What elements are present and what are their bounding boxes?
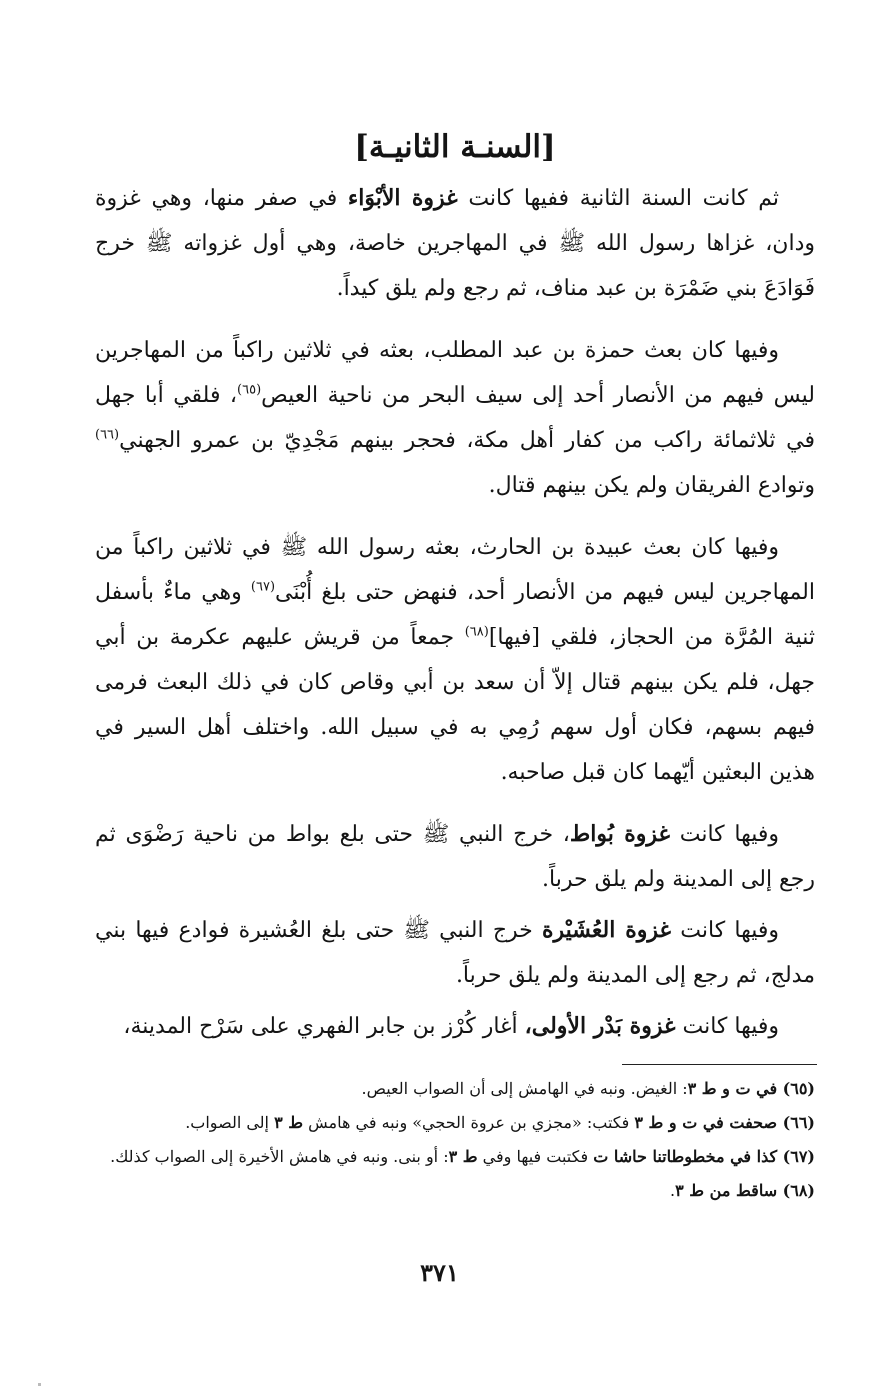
footnote-ref: (٦٨): [464, 624, 489, 640]
text-run: خرج النبي ﷺ حتى بلغ العُشيرة فوادع فيها بني مدلج، ثم رجع إلى المدينة ولم يلق حرباً.: [95, 918, 815, 988]
text-run: : الغيض. ونبه في الهامش إلى أن الصواب العيص.: [361, 1079, 688, 1098]
paragraph: [95, 525, 815, 795]
text-run: وفيها كان بعث عبيدة بن الحارث، بعثه رسول الله ﷺ في ثلاثين راكباً من المهاجرين ليس فيهم من الأنصار أحد، فنهض حتى بلغ أُبْنَى: [95, 535, 815, 605]
footnote: [95, 1075, 815, 1103]
text-run: وفيها كانت: [670, 822, 779, 847]
bold-term: غزوة بَدْر الأولى،: [524, 1013, 676, 1039]
bold-term: غزوة بُواط: [569, 821, 671, 847]
page-number: ٣٧١: [420, 1258, 459, 1287]
footnote-divider: [622, 1064, 817, 1065]
bold-term: ط ٣: [274, 1113, 304, 1132]
text-run: ، خرج النبي ﷺ حتى بلع بواط من ناحية رَضْوَى ثم رجع إلى المدينة ولم يلق حرباً.: [95, 822, 815, 892]
text-run: أغار كُرْز بن جابر الفهري على سَرْح المدينة،: [123, 1014, 525, 1039]
bold-term: (٦٦) صحفت في ت و ط ٣: [634, 1113, 815, 1132]
text-run: ، فلقي أبا جهل في ثلاثمائة راكب من كفار أهل مكة، فحجر بينهم مَجْدِيّ بن عمرو الجهني: [95, 383, 815, 453]
footnote-ref: (٦٥): [237, 382, 262, 398]
bold-term: (٦٨) ساقط من ط ٣: [675, 1181, 815, 1200]
paragraph: [95, 328, 815, 508]
text-run: وتوادع الفريقان ولم يكن بينهم قتال.: [488, 473, 815, 498]
text-run: في صفر منها، وهي غزوة ودان، غزاها رسول الله ﷺ في المهاجرين خاصة، وهي أول غزواته ﷺ خرج فَوَادَعَ بني ضَمْرَة بن عبد مناف، ثم رجع ولم يلق كيداً.: [95, 186, 815, 301]
bold-term: (٦٧) كذا في مخطوطاتنا حاشا ت: [593, 1147, 815, 1166]
bold-term: ط ٣: [448, 1147, 478, 1166]
text-run: جمعاً من قريش عليهم عكرمة بن أبي جهل، فلم يكن بينهم قتال إلاّ أن سعد بن أبي وقاص كان في ذلك البعث فرمى فيهم بسهم، فكان أول سهم رُمِي به في سبيل الله. واختلف أهل السير في هذين البعثين أيّهما كان قبل صاحبه.: [95, 625, 815, 785]
paragraph: [95, 176, 815, 311]
text-run: إلى الصواب.: [185, 1113, 275, 1132]
footnote: [95, 1177, 815, 1205]
page-body: [95, 120, 815, 1055]
footnotes: [95, 1075, 815, 1211]
text-run: فكتب: «مجزي بن عروة الحجي» ونبه في هامش: [303, 1113, 635, 1132]
text-run: وفيها كان بعث حمزة بن عبد المطلب، بعثه في ثلاثين راكباً من المهاجرين ليس فيهم من الأنصار أحد إلى سيف البحر من ناحية العيص: [95, 338, 815, 408]
text-run: : أو بنى. ونبه في هامش الأخيرة إلى الصواب كذلك.: [110, 1147, 449, 1166]
text-run: وهي ماءٌ بأسفل ثنية المُرَّة من الحجاز، فلقي [فيها]: [95, 580, 815, 650]
footnote: [95, 1109, 815, 1137]
section-heading: [السنـة الثانيـة]: [354, 129, 556, 165]
footnote: [95, 1143, 815, 1171]
footnote-ref: (٦٧): [250, 579, 276, 595]
text-run: وفيها كانت: [671, 918, 780, 943]
text-run: ثم كانت السنة الثانية ففيها كانت: [457, 186, 779, 211]
bold-term: (٦٥) في ت و ط ٣: [687, 1079, 815, 1098]
text-run: وفيها كانت: [675, 1014, 779, 1039]
paragraph: [95, 908, 815, 998]
scan-speck: [38, 1383, 41, 1386]
paragraph: [95, 1004, 815, 1049]
text-run: فكتبت فيها وفي: [477, 1147, 594, 1166]
text-run: .: [670, 1181, 676, 1200]
bold-term: غزوة الأبْوَاء: [347, 185, 458, 211]
main-text: [95, 176, 815, 1049]
footnote-ref: (٦٦): [95, 427, 120, 443]
paragraph: [95, 812, 815, 902]
bold-term: غزوة العُشَيْرة: [542, 917, 672, 943]
